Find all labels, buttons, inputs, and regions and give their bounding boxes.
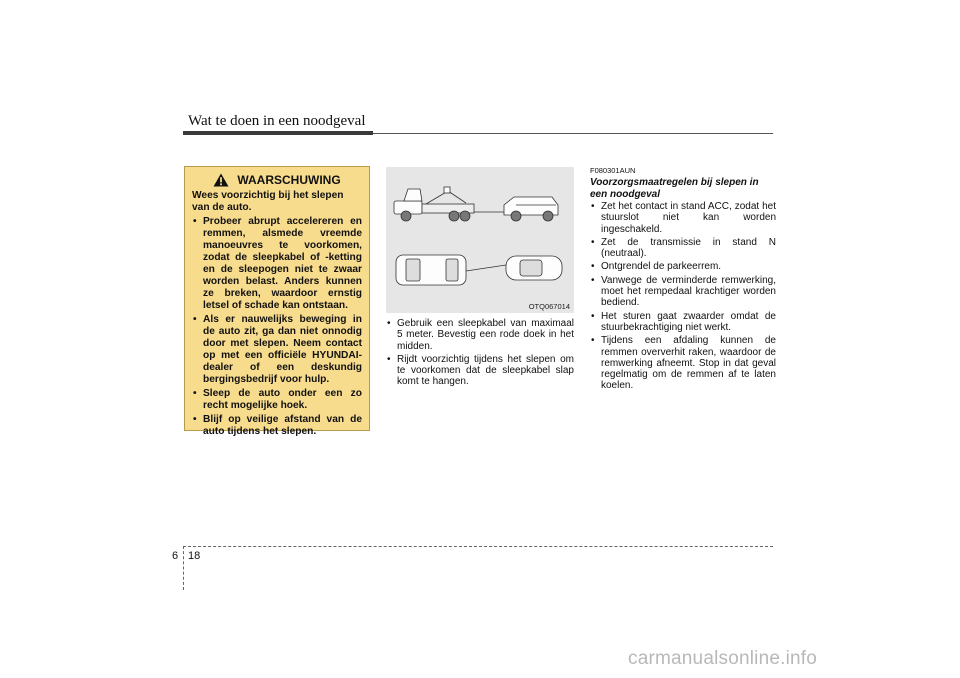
warning-title: WAARSCHUWING (237, 173, 341, 187)
top-view-van-icon (396, 255, 466, 285)
precaution-item: • Vanwege de verminderde remwerking, moet het rempedaal krachtiger worden bediend. (590, 275, 776, 309)
warning-box (184, 166, 370, 437)
footer-divider (183, 546, 184, 590)
warning-intro: Wees voorzichtig bij het slepen van de auto. (192, 190, 344, 213)
warning-item: • Blijf op veilige afstand van de auto tijdens het slepen. (192, 414, 362, 438)
precaution-item: • Zet het contact in stand ACC, zodat het stuurslot niet kan worden ingeschakeld. (590, 201, 776, 235)
warning-triangle-icon (213, 173, 229, 187)
top-view-car-icon (506, 256, 562, 280)
section-title: Voorzorgsmaatregelen bij slepen in een noodgeval (590, 177, 759, 200)
chapter-number: 6 (172, 550, 179, 562)
instruction-item: • Gebruik een sleepkabel van maximaal 5 meter. Bevestig een rode doek in het midden. (386, 318, 574, 352)
warning-header (192, 173, 362, 187)
tow-truck-icon (394, 187, 474, 221)
page-number: 18 (188, 550, 201, 562)
section-code: F080301AUN (590, 166, 636, 175)
warning-item: • Sleep de auto onder een zo recht mogelijke hoek. (192, 388, 362, 412)
precaution-item: • Zet de transmissie in stand N (neutraal). (590, 237, 776, 260)
watermark: carmanualsonline.info (628, 648, 818, 669)
footer-rule (183, 546, 773, 547)
top-view-tow-cable (466, 265, 506, 271)
figure-code: OTQ067014 (528, 302, 570, 311)
towing-instructions (386, 318, 574, 390)
instruction-item: • Rijdt voorzichtig tijdens het slepen om te voorkomen dat de sleepkabel slap komt te hangen. (386, 354, 574, 388)
header-rule-thin (373, 133, 773, 134)
warning-item: • Als er nauwelijks beweging in de auto zit, ga dan niet onnodig door met slepen. Neem contact op met een officiële HYUNDAI-dealer of een deskundig bergingsbedrijf voor hulp. (192, 314, 362, 386)
precaution-item: • Ontgrendel de parkeerrem. (590, 261, 776, 272)
precaution-item: • Tijdens een afdaling kunnen de remmen oververhit raken, waardoor de remwerking afneemt. Stop in dat geval regelmatig om de remmen af te laten koelen. (590, 335, 776, 391)
precaution-item: • Het sturen gaat zwaarder omdat de stuurbekrachtiging niet werkt. (590, 311, 776, 334)
towing-illustration (386, 167, 574, 313)
page-header-title: Wat te doen in een noodgeval (188, 113, 366, 129)
towed-van-icon (504, 197, 558, 221)
header-rule-thick (183, 131, 373, 135)
warning-item: • Probeer abrupt accelereren en remmen, alsmede vreemde manoeuvres te voorkomen, zodat de sleepkabel of -ketting en de sleepogen niet te zwaar worden belast. Anders kunnen ze breken, waardoor ernstig letsel of schade kan ontstaan. (192, 216, 362, 312)
precautions-list (590, 201, 776, 394)
towing-drawing (386, 167, 574, 313)
warning-list (192, 216, 362, 438)
